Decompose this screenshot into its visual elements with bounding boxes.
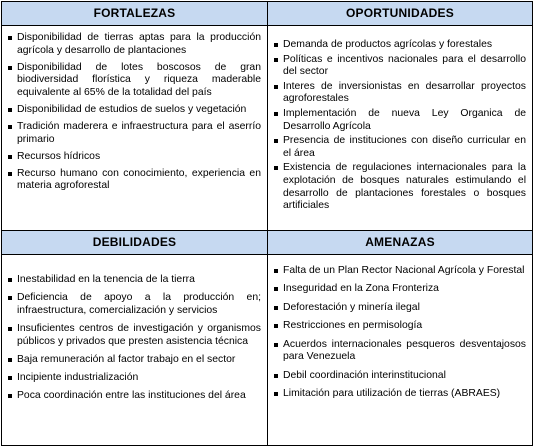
- debilidades-header: DEBILIDADES: [2, 231, 267, 255]
- list-item: Acuerdos internacionales pesqueros desventajosos para Venezuela: [274, 339, 526, 364]
- list-item: Falta de un Plan Rector Nacional Agrícola y Forestal: [274, 265, 526, 278]
- fortalezas-list: [2, 26, 267, 193]
- amenazas-section: [268, 230, 532, 445]
- list-item: Deficiencia de apoyo a la producción en; infraestructura, comercialización y servicios: [8, 292, 261, 317]
- list-item: Inestabilidad en la tenencia de la tierra: [8, 274, 261, 287]
- list-item: Políticas e incentivos nacionales para el desarrollo del sector: [274, 54, 526, 79]
- debilidades-list: [2, 255, 267, 403]
- swot-matrix: [1, 1, 533, 446]
- list-item: Tradición maderera e infraestructura para el aserrío primario: [8, 121, 261, 146]
- list-item: Presencia de instituciones con diseño curricular en el área: [274, 135, 526, 160]
- list-item: Recurso humano con conocimiento, experiencia en materia agroforestal: [8, 168, 261, 193]
- oportunidades-section: [268, 2, 532, 230]
- fortalezas-header: FORTALEZAS: [2, 2, 267, 26]
- oportunidades-list: [268, 26, 532, 213]
- list-item: Debil coordinación interinstitucional: [274, 370, 526, 383]
- debilidades-section: [2, 230, 268, 445]
- amenazas-header: AMENAZAS: [268, 231, 532, 255]
- oportunidades-header: OPORTUNIDADES: [268, 2, 532, 26]
- amenazas-list: [268, 255, 532, 401]
- list-item: Disponibilidad de estudios de suelos y vegetación: [8, 104, 261, 117]
- list-item: Inseguridad en la Zona Fronteriza: [274, 283, 526, 296]
- list-item: Disponibilidad de lotes boscosos de gran biodiversidad florística y riqueza maderable equivalente al 65% de la totalidad del país: [8, 62, 261, 100]
- list-item: Implementación de nueva Ley Organica de Desarrollo Agrícola: [274, 108, 526, 133]
- list-item: Baja remuneración al factor trabajo en el sector: [8, 354, 261, 367]
- list-item: Recursos hídricos: [8, 151, 261, 164]
- list-item: Existencia de regulaciones internacionales para la explotación de bosques naturales estimulando el desarrollo de plantaciones forestales o bosques artificiales: [274, 162, 526, 212]
- list-item: Restricciones en permisología: [274, 320, 526, 333]
- fortalezas-section: [2, 2, 268, 230]
- list-item: Interes de inversionistas en desarrollar proyectos agroforestales: [274, 81, 526, 106]
- list-item: Limitación para utilización de tierras (ABRAES): [274, 388, 526, 401]
- list-item: Disponibilidad de tierras aptas para la producción agrícola y desarrollo de plantaciones: [8, 32, 261, 57]
- list-item: Demanda de productos agrícolas y forestales: [274, 39, 526, 52]
- list-item: Incipiente industrialización: [8, 372, 261, 385]
- list-item: Deforestación y minería ilegal: [274, 302, 526, 315]
- list-item: Insuficientes centros de investigación y organismos públicos y privados que presten asistencia técnica: [8, 323, 261, 348]
- list-item: Poca coordinación entre las instituciones del área: [8, 390, 261, 403]
